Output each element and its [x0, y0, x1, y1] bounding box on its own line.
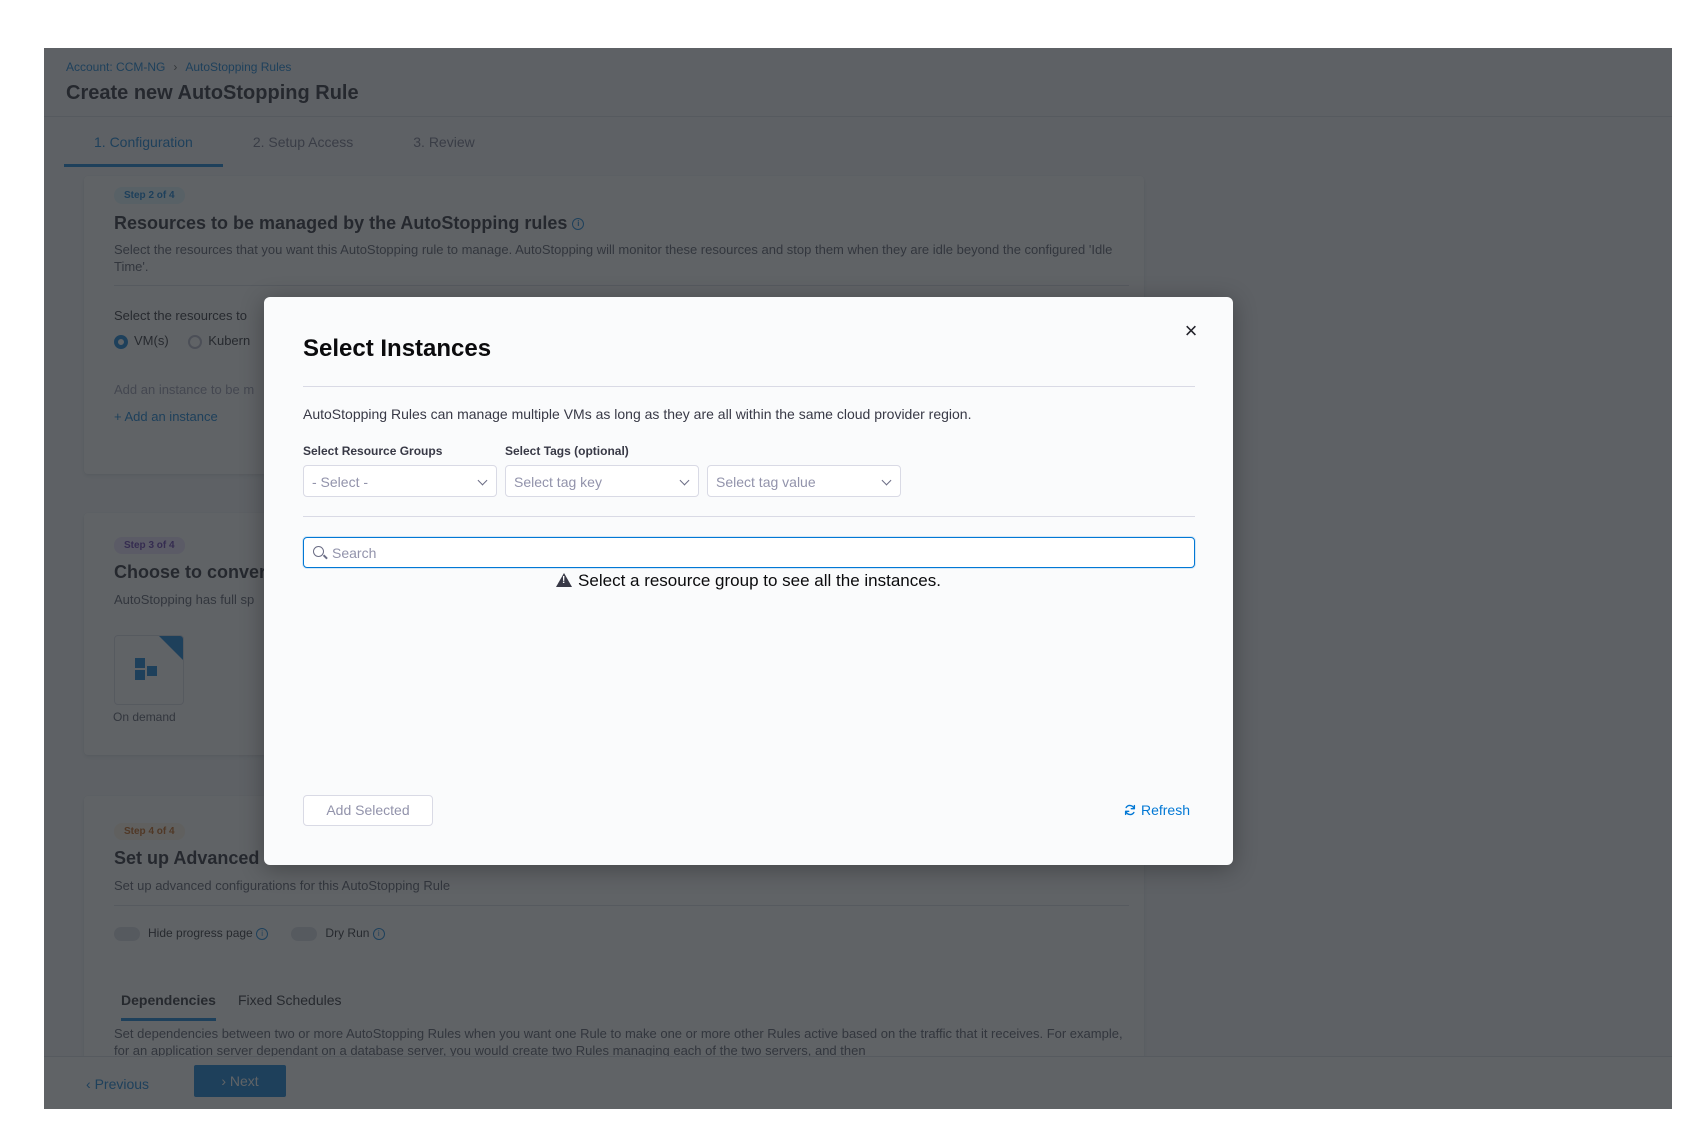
chevron-down-icon [882, 476, 892, 486]
tag-value-select[interactable] [707, 465, 901, 497]
close-icon[interactable]: × [1184, 318, 1198, 343]
search-input[interactable] [332, 542, 1182, 564]
add-selected-button[interactable]: Add Selected [303, 795, 433, 826]
dialog-description: AutoStopping Rules can manage multiple VMs as long as they are all within the same cloud provider region. [303, 406, 972, 422]
refresh-icon [1123, 803, 1137, 817]
dialog-divider [303, 386, 1195, 387]
tag-value-placeholder: Select tag value [716, 474, 816, 490]
tag-key-select[interactable] [505, 465, 699, 497]
warning-icon [556, 573, 572, 587]
refresh-label: Refresh [1140, 802, 1190, 818]
select-instances-dialog [264, 297, 1233, 865]
tags-label: Select Tags (optional) [505, 444, 629, 458]
search-icon [313, 546, 324, 557]
empty-state-message [264, 571, 1233, 591]
dialog-title: Select Instances [303, 335, 492, 362]
tag-key-placeholder: Select tag key [514, 474, 602, 490]
dialog-divider [303, 516, 1195, 517]
resource-group-select[interactable] [303, 465, 497, 497]
search-box[interactable] [303, 537, 1195, 568]
empty-state-text: Select a resource group to see all the instances. [578, 571, 941, 590]
resource-group-value: - Select - [312, 474, 369, 490]
refresh-button[interactable] [1123, 802, 1190, 818]
chevron-down-icon [478, 476, 488, 486]
resource-groups-label: Select Resource Groups [303, 444, 443, 458]
chevron-down-icon [680, 476, 690, 486]
